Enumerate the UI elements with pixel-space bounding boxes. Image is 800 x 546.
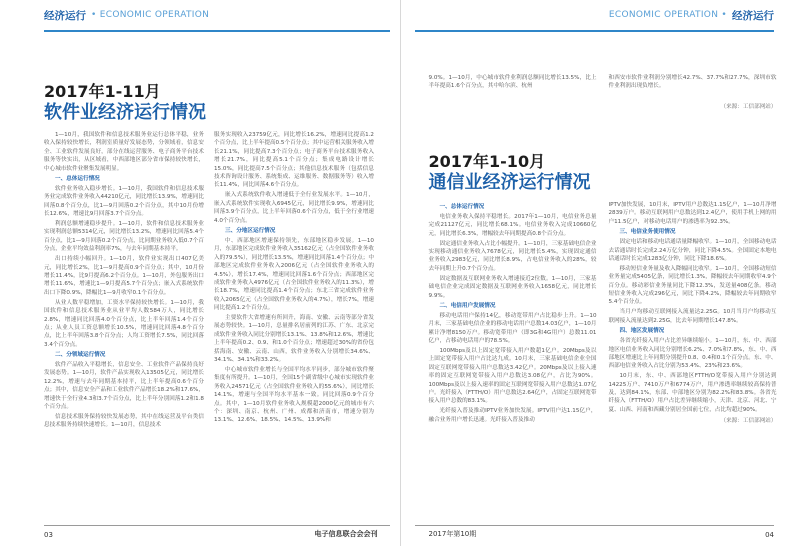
body-paragraph: 出口持续小幅回升。1—10月，软件业实现出口407亿美元，同比增长2%，比1—9月提高0.9个百分点；其中，10月份增长11.4%，比9月提高6.2个百分点。1—10月，外包服务出口增长11.6%，增速比1—9月提高5.7个百分点；嵌入式系统软件出口下降0.9%，降幅比1—9月收窄0.1个百分点。 [44, 256, 204, 296]
continued-text-col2 [609, 74, 777, 113]
article-column-2 [214, 131, 374, 426]
footer-divider [44, 525, 390, 526]
source-note: （来源：工信部网站） [720, 103, 777, 110]
body-paragraph: 1—10月，我国软件和信息技术服务业运行总体平稳，业务收入保持较快增长，利润室质量好发展态势，分领域看，信息安全、工业软件发展良好，部分在线运营服务、电子商务平台技术服务等快实出，从区域看，中西部地区部分省市保持较快增长，中心城市软件业聚集发展明显。 [44, 132, 204, 172]
article-column-1 [44, 131, 204, 431]
article-column-2 [609, 201, 777, 427]
body-paragraph: 移动电话用户保持14亿，移动宽带用户占比稳步上升。1—10月末，三家基础电信企业的移动电话用户总数14.03亿户，1—10月累计净增8150万户。移动宽带用户（即3G和4G用户）总数11.01亿户，占移动电话用户的78.5%。 [428, 312, 597, 345]
article-column-1 [429, 201, 597, 426]
continued-text-col1 [429, 74, 597, 92]
section-heading: 一、总体运行情况 [55, 176, 100, 183]
left-page-header [0, 0, 400, 30]
body-paragraph: 主要软件大省增速有所回升，海南、安徽、云南等部分省发展态势较快。1—10月，总量排名居前列的江苏、广东、北京完成软件业务收入同比分别增长13.1%、13.8%和12.6%，增速比上半年提高0.2、0.9、和1.0个百分点；增速超过30%的省份包括海南、安徽、云南、山西，软件业务收入分别增长34.6%、34.1%、34.1%和33.2%。 [214, 315, 374, 364]
issue-label: 2017年第10期 [428, 530, 477, 538]
continued-paragraph: 和西安市软件业利润分别增长42.7%、37.7%和27.7%，深圳市软件业利润出现负增长。 [608, 75, 777, 90]
body-paragraph: 中、西部地区增速保持领先，东部地区稳步发展。1—10月，东部地区完成软件业务收入35162亿元（占全国软件业务收入的79.5%），同比增长13.5%，增速同比回落1.4个百分点；中部地区完成软件业务收入2006亿元（占全国软件业务收入的4.5%），增长17.4%，增速同比回落1.6个百分点；西部地区完成软件业务收入4976亿元（占全国软件业务收入的11.3%），增长18.7%，增速同比提高1.4个百分点；东北三省完成软件业务收入2065亿元（占全国软件业务收入的4.7%），增长7%，增速同比提高1.2个百分点。 [214, 237, 374, 312]
right-page [401, 0, 800, 546]
page-number: 03 [44, 531, 53, 539]
section-title-cn: 经济运行 [44, 9, 86, 22]
continued-paragraph: 9.0%。1—10月，中心城市软件业利润总额同比增长13.5%，比上半年提高1.6个百分点，其中哈尔滨、杭州 [428, 75, 597, 90]
body-paragraph: 从业人数平稳增加，工资水平保持较快增长。1—10月，我国软件和信息技术服务业从业平均人数584万人，同比增长2.8%，增速同比回落4.0个百分点，比上半年回落1.4个百分点；从业人员工资总额增长10.5%，增速同比回落4.8个百分点，比上半年回落3.8个百分点；人均工资增长7.5%，同比回落3.4个百分点。 [44, 299, 204, 348]
article-title-line1: 2017年1-10月 [428, 152, 546, 171]
body-paragraph: 中心城市软件业增长与全国平均水平同步，部分城市软件聚集度有所提升。1—10月，全国15个副省级中心城市实现软件业务收入24571亿元（占全国软件业务收入的55.6%），同比增长14.1%，增速与全国平均水平基本一致。同比回落0.9个百分点。其中，1—10月软件业务收入规模超2000亿元的城市有六个：深圳、南京、杭州、广州、成都和济南市，增速分别为13.1%、12.6%、18.5%、14.5%、13.9%和 [214, 366, 374, 424]
body-paragraph: IPTV加快发展，10月末，IPTV用户总数达1.15亿户，1—10月净增2839万户。移动互联网用户总数达到12.4亿户，使用手机上网的用户11.5亿户，对移动电话用户的渗透率为92.3%。 [608, 202, 777, 225]
section-title-en: • ECONOMIC OPERATION [91, 10, 210, 20]
body-paragraph: 嵌入式系统软件收入增速低于全行业发展水平。1—10月，嵌入式系统软件实现收入6945亿元，同比增长9.9%，增速同比回落3.9个百分点，比上半年回落0.6个百分点，低于全行业增速4.0个百分点。 [214, 192, 374, 224]
header-divider [415, 30, 775, 32]
body-paragraph: 软件产品收入平稳增长，信息安全、工业软件产品保持良好发展态势。1—10月，软件产品实现收入13505亿元，同比增长12.2%，增速与去年同期基本持平，比上半年提高0.6个百分点；其中，信息安全产品和工业软件产品增长18.2%和17.6%，增速快于全行业4.3和3.7个百分点，比上半年分别回落1.2和1.8个百分点。 [44, 362, 204, 411]
body-paragraph: 信息技术服务保持较快发展态势，其中在线运营及平台类信息技术服务持续快速增长。1—10月，信息技术 [44, 414, 204, 429]
body-paragraph: 100Mbps及以上固定宽带接入用户数超1亿户。20Mbps及以上固定宽带接入用户占比达九成。10月末，三家基础电信企业全国固定互联网宽带接入用户总数达3.42亿户。20Mbps及以上接入速率的固定互联网宽带接入用户总数达3.08亿户，占比为90%。100Mbps及以上接入速率的固定互联网宽带接入用户总数达1.07亿户。光纤接入（FTTH/O）用户总数达2.64亿户，占固定互联网宽带接入用户总数的83.1%。 [428, 348, 597, 405]
body-paragraph: 软件业务收入稳步增长。1—10月，我国软件和信息技术服务业完成软件业务收入44210亿元，同比增长13.9%，增速同比回落0.8个百分点，比1—9月回落0.2个百分点，其中10月份增长12.6%，增速比9月回落3.7个百分点。 [44, 185, 204, 218]
article-title-line1: 2017年1-11月 [44, 82, 161, 101]
body-paragraph: 固定数据及互联网业务收入增速接近2位数。1—10月，三家基础电信企业完成固定数据及互联网业务收入1658亿元，同比增长9.9%。 [428, 275, 597, 299]
section-heading: 三、分地区运行情况 [225, 227, 276, 234]
section-heading: 二、分领域运行情况 [55, 352, 106, 359]
header-divider [44, 30, 390, 32]
body-paragraph: 服务实现收入23759亿元，同比增长16.2%，增速同比提高1.2个百分点，比上半年提高0.5个百分点；其中运营相关服务收入增长21.1%，同比提高7.3个百分点；电子商务平台技术服务收入增长21.7%，同比提高5.1个百分点；集成电路设计增长15.0%，同比提高7.5个百分点；其他信息技术服务（包括信息技术咨询设计服务、系统集成、运维服务、数据服务等）收入增长11.4%，同比回落4.6个百分点。 [214, 132, 374, 189]
body-paragraph: 移动短信业务量及收入降幅同比收窄。1—10月，全国移动短信业务量完成5405亿条，同比增长1.3%，降幅较去年同期收窄4.9个百分点。移动彩信业务量同比下降12.3%，发送量408亿条。移动短信业务收入完成296亿元，同比下降4.2%，降幅较去年同期收窄5.4个百分点。 [608, 265, 777, 306]
publication-name: 电子信息联合会会刊 [314, 530, 378, 538]
section-heading: 一、总体运行情况 [439, 204, 485, 210]
source-note: （来源：工信部网站） [720, 418, 777, 425]
section-heading: 四、地区发展情况 [619, 328, 665, 335]
section-title-cn: 经济运行 [732, 9, 774, 22]
right-page-header [401, 0, 800, 30]
body-paragraph: 电信业务收入保持平稳增长。2017年1—10月，电信业务总量完成21127亿元，同比增长68.1%。电信业务收入完成10660亿元，同比增长6.3%，增幅较去年同期提高0.8个百分点。 [428, 213, 597, 237]
body-paragraph: 利润总额增速稳步提升。1—10月，软件和信息技术服务业实现利润总额5314亿元，同比增长13.2%，增速同比回落5.4个百分点，比1—9月回落0.2个百分点，比同期业务收入低0.7个百分点，企业平均效益利润率7%，与去年同期基本持平。 [44, 221, 204, 253]
article-title-line2: 通信业经济运行情况 [428, 172, 591, 193]
body-paragraph: 10月末，东、中、西部地区FTTH/O宽带接入用户分别达到14225万户、7410万户和6774万户，用户渗透率继续较高保持普及，达到84.1%，东部、中部地区分别为82.2%和83.8%。各省光纤接入（FTTH/O）用户占比差异继续缩小，天津、北京、河北、宁夏、山西、河南和西藏分别居全国前七位，占比均超过90%。 [608, 373, 777, 413]
body-paragraph: 当月户均移动互联网接入流量达2.25G。10月当月户均移动互联网接入流量达到2.25G，比去年同期增长147.8%。 [608, 309, 777, 324]
footer-divider [415, 525, 775, 526]
body-paragraph: 固定电话和移动电话通话量降幅收窄。1—10月，全国移动电话去话通话时长完成2.24万亿分钟，同比下降4.5%。全国固定本地电话通话时长完成1283亿分钟，同比下降18.6%。 [608, 239, 777, 262]
page-number: 04 [765, 531, 774, 539]
body-paragraph: 光纤接入普及推动IPTV业务加快发展。IPTV用户达1.15亿户，融合业务用户增长迅速。光纤接入普及推动 [428, 408, 597, 423]
section-title-en: ECONOMIC OPERATION • [608, 10, 727, 20]
body-paragraph: 各省光纤接入用户占比差异继续缩小。1—10月，东、中、西部地区电信业务收入同比分别增长6.2%、7.0%和7.8%，东、中、西部地区增速比上年同期分别提升0.8、0.4和0.1个百分点。东、中、西部电信业务收入占比分别为53.4%、23%和23.6%。 [608, 338, 777, 370]
body-paragraph: 固定通信业务收入占比小幅提升。1—10月，三家基础电信企业实现移动通信业务收入7678亿元，同比增长5.4%，实现固定通信业务收入2983亿元，同比增长8.9%，占电信业务收入的28%，较去年同期上升0.7个百分点。 [428, 240, 597, 272]
article-title-line2: 软件业经济运行情况 [44, 102, 206, 123]
section-heading: 二、电信用户发展情况 [439, 302, 496, 309]
section-heading: 三、电信业务使用情况 [619, 229, 676, 236]
